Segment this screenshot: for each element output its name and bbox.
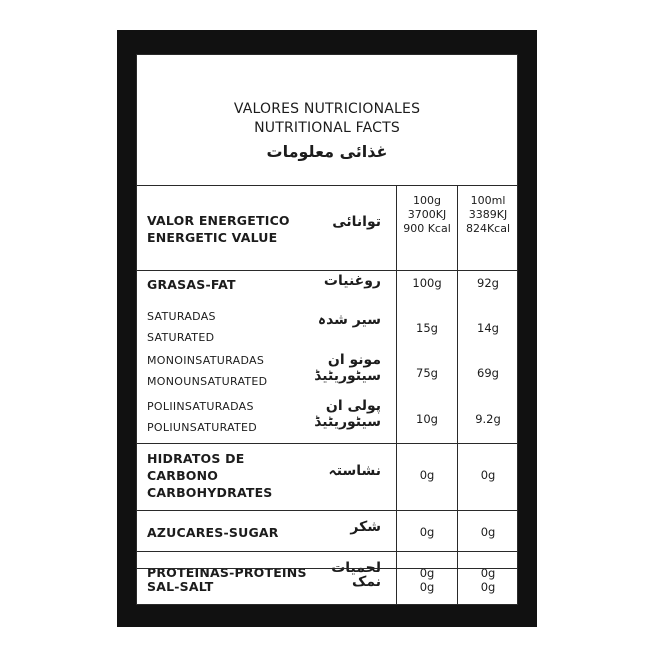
- protein-value-100g: 0g: [419, 566, 435, 580]
- monounsaturated-label-es: MONOINSATURADAS: [147, 354, 265, 367]
- energy-kj: 3389KJ: [468, 208, 508, 221]
- monounsaturated-urdu: مونو ان سیٹوریٹیڈ: [314, 352, 381, 384]
- protein-urdu: لحمیات: [331, 560, 381, 576]
- polyunsaturated-urdu: پولی ان سیٹوریٹیڈ: [314, 398, 381, 430]
- polyunsaturated-label-en: POLIUNSATURATED: [147, 421, 258, 434]
- protein-value-100ml: 0g: [480, 566, 496, 580]
- sugar-urdu: شکر: [350, 519, 381, 535]
- column-unit: 100g: [413, 194, 441, 207]
- fat-value-100ml: 92g: [477, 276, 499, 290]
- salt-value-100g: 0g: [419, 580, 435, 594]
- polyunsaturated-value-100g: 10g: [416, 412, 438, 426]
- salt-urdu: نمک: [352, 574, 381, 590]
- energy-label-es: VALOR ENERGETICO: [147, 213, 290, 228]
- sugar-label: AZUCARES-SUGAR: [147, 525, 279, 540]
- title-spanish: VALORES NUTRICIONALES: [233, 101, 421, 117]
- energy-kcal: 900 Kcal: [403, 222, 451, 235]
- protein-label: PROTEINAS-PROTEINS: [147, 565, 307, 580]
- salt-label: SAL-SALT: [147, 579, 214, 594]
- energy-label-en: ENERGETIC VALUE: [147, 230, 278, 245]
- carbohydrates-value-100g: 0g: [419, 468, 435, 482]
- saturated-label-en: SATURATED: [147, 331, 215, 344]
- monounsaturated-label-en: MONOUNSATURATED: [147, 375, 268, 388]
- column-unit: 100ml: [470, 194, 506, 207]
- polyunsaturated-value-100ml: 9.2g: [475, 412, 501, 426]
- monounsaturated-value-100g: 75g: [416, 366, 438, 380]
- sugar-value-100ml: 0g: [480, 525, 496, 539]
- title-urdu: غذائی معلومات: [266, 142, 388, 161]
- carbohydrates-label-line: CARBOHYDRATES: [147, 485, 273, 500]
- monounsaturated-value-100ml: 69g: [477, 366, 499, 380]
- sugar-value-100g: 0g: [419, 525, 435, 539]
- saturated-label-es: SATURADAS: [147, 310, 216, 323]
- energy-urdu: توانائی: [332, 214, 381, 230]
- carbohydrates-urdu: نشاستہ: [328, 463, 381, 479]
- energy-kcal: 824Kcal: [465, 222, 511, 235]
- salt-value-100ml: 0g: [480, 580, 496, 594]
- carbohydrates-label-line: HIDRATOS DE: [147, 451, 245, 466]
- polyunsaturated-label-es: POLIINSATURADAS: [147, 400, 254, 413]
- carbohydrates-value-100ml: 0g: [480, 468, 496, 482]
- carbohydrates-label-line: CARBONO: [147, 468, 219, 483]
- fat-urdu: روغنیات: [323, 273, 381, 289]
- fat-label: GRASAS-FAT: [147, 277, 236, 292]
- fat-value-100g: 100g: [412, 276, 442, 290]
- title-english: NUTRITIONAL FACTS: [254, 120, 400, 136]
- energy-kj: 3700KJ: [407, 208, 447, 221]
- saturated-value-100g: 15g: [416, 321, 438, 335]
- divider: [136, 568, 518, 569]
- saturated-urdu: سیر شدہ: [317, 312, 381, 328]
- saturated-value-100ml: 14g: [477, 321, 499, 335]
- salt-row-layer: [136, 54, 518, 605]
